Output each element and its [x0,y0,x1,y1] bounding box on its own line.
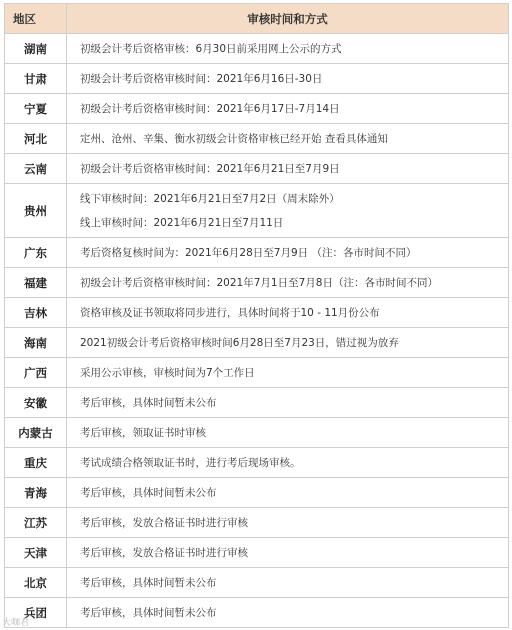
method-line: 考后资格复核时间为：2021年6月28日至7月9日 （注：各市时间不同） [80,246,417,259]
method-cell [67,238,509,268]
method-line: 考后审核，发放合格证书时进行审核 [80,546,248,559]
region-cell: 江苏 [5,508,67,538]
region-cell: 兵团 [5,598,67,628]
table-row [5,154,509,184]
table-row [5,448,509,478]
region-cell: 广东 [5,238,67,268]
method-line: 2021初级会计考后资格审核时间6月28日至7月23日，错过视为放弃 [80,336,399,349]
method-line: 考后审核，具体时间暂未公布 [80,606,217,619]
table-row [5,238,509,268]
region-cell: 内蒙古 [5,418,67,448]
table-row [5,328,509,358]
method-line: 考后审核，具体时间暂未公布 [80,576,217,589]
region-cell: 宁夏 [5,94,67,124]
review-schedule-table [4,3,509,628]
table-row [5,538,509,568]
table-row [5,34,509,64]
method-cell [67,598,509,628]
method-line: 初级会计考后资格审核时间：2021年6月21日至7月9日 [80,162,340,175]
region-cell: 重庆 [5,448,67,478]
method-line: 考后审核，具体时间暂未公布 [80,396,217,409]
method-line: 线下审核时间：2021年6月21日至7月2日（周末除外） [80,192,340,205]
method-cell [67,124,509,154]
method-line: 初级会计考后资格审核时间：2021年7月1日至7月8日（注：各市时间不同） [80,276,438,289]
method-line: 初级会计考后资格审核：6月30日前采用网上公示的方式 [80,42,342,55]
table-row [5,64,509,94]
region-cell: 河北 [5,124,67,154]
method-cell [67,508,509,538]
table-row [5,478,509,508]
table-row [5,418,509,448]
method-cell [67,298,509,328]
region-cell: 贵州 [5,184,67,238]
method-cell [67,94,509,124]
method-cell [67,184,509,238]
region-cell: 湖南 [5,34,67,64]
table-row [5,94,509,124]
method-cell [67,268,509,298]
method-line: 考试成绩合格领取证书时，进行考后现场审核。 [80,456,301,469]
region-cell: 安徽 [5,388,67,418]
table-row [5,184,509,238]
table-row [5,388,509,418]
method-cell [67,388,509,418]
method-line: 采用公示审核，审核时间为7个工作日 [80,366,255,379]
method-line: 线上审核时间：2021年6月21日至7月11日 [80,216,284,229]
method-cell [67,154,509,184]
watermark-text: 大咖君 [2,618,30,628]
table-row [5,124,509,154]
method-cell [67,34,509,64]
table-row [5,268,509,298]
method-line: 资格审核及证书领取将同步进行，具体时间将于10 - 11月份公布 [80,306,380,319]
method-cell [67,418,509,448]
region-column-header: 地区 [5,4,67,34]
region-cell: 甘肃 [5,64,67,94]
region-cell: 福建 [5,268,67,298]
region-cell: 广西 [5,358,67,388]
method-cell [67,358,509,388]
table-row [5,358,509,388]
method-cell [67,538,509,568]
method-column-header: 审核时间和方式 [67,4,509,34]
table-row [5,298,509,328]
method-line: 考后审核，发放合格证书时进行审核 [80,516,248,529]
region-cell: 天津 [5,538,67,568]
method-cell [67,478,509,508]
method-cell [67,328,509,358]
region-cell: 云南 [5,154,67,184]
header-row [5,4,509,34]
method-line: 初级会计考后资格审核时间：2021年6月17日-7月14日 [80,102,340,115]
region-cell: 吉林 [5,298,67,328]
region-cell: 北京 [5,568,67,598]
method-line: 考后审核，领取证书时审核 [80,426,206,439]
region-cell: 青海 [5,478,67,508]
method-cell [67,568,509,598]
method-line: 初级会计考后资格审核时间：2021年6月16日-30日 [80,72,323,85]
table-row [5,508,509,538]
table-body [5,34,509,628]
table-row [5,598,509,628]
method-cell [67,448,509,478]
method-cell [67,64,509,94]
method-line: 定州、沧州、辛集、衡水初级会计资格审核已经开始 查看具体通知 [80,132,388,145]
review-schedule-container [4,3,508,628]
region-cell: 海南 [5,328,67,358]
table-row [5,568,509,598]
method-line: 考后审核，具体时间暂未公布 [80,486,217,499]
